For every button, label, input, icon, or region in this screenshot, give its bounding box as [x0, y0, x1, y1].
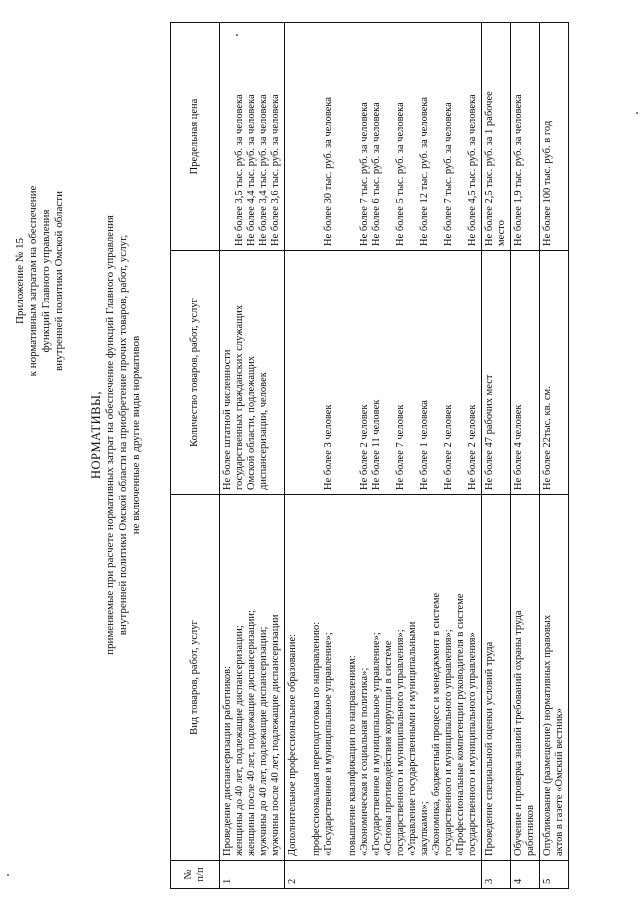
- kind-line: «Государственное и муниципальное управление»;: [323, 632, 334, 856]
- heading-line: применяемые при расчете нормативных затрат на обеспечение функций Главного управления: [104, 215, 116, 655]
- price-line: Не более 3,5 тыс. руб. за человека: [234, 94, 245, 246]
- header-price: Предельная цена: [171, 23, 220, 251]
- price-cell: [540, 23, 569, 251]
- kind-line: государственного и муниципального управления»: [467, 632, 478, 856]
- qty-cell: [511, 251, 540, 495]
- row-number: 2: [285, 861, 482, 889]
- price-line: Не более 12 тыс. руб. за человека: [419, 96, 430, 246]
- kind-line: «Профессиональные компетенции руководителя в системе: [455, 593, 466, 856]
- qty-line: Не более 47 рабочих мест: [484, 374, 495, 490]
- header-qty: Количество товаров, работ, услуг: [171, 251, 220, 495]
- price-line: Не более 7 тыс. руб. за человека: [359, 102, 370, 246]
- qty-cell: [285, 251, 482, 495]
- qty-line: государственных гражданских служащих: [234, 304, 245, 490]
- price-line: Не более 30 тыс. руб. за человека: [323, 96, 334, 246]
- appendix-line: к нормативным затратам на обеспечение: [27, 185, 39, 377]
- price-line: место: [496, 220, 507, 246]
- table-row: [511, 23, 540, 889]
- price-line: Не более 3,6 тыс. руб. за человека: [270, 94, 281, 246]
- qty-line: Не более 22тыс. кв. см.: [542, 386, 553, 490]
- price-line: Не более 1,9 тыс. руб. за человека: [513, 94, 524, 246]
- kind-cell: [285, 495, 482, 861]
- scan-speck: [636, 112, 638, 114]
- kind-line: женщины до 40 лет, подлежащие диспансеризации;: [234, 625, 245, 856]
- row-number: 3: [482, 861, 511, 889]
- price-line: Не более 7 тыс. руб. за человека: [443, 102, 454, 246]
- kind-line: «Государственное и муниципальное управление»;: [371, 632, 382, 856]
- price-line: Не более 4,4 тыс. руб. за человека: [246, 94, 257, 246]
- qty-line: Не более 3 человек: [323, 404, 334, 490]
- kind-line: государственного и муниципального управления»;: [395, 629, 406, 856]
- qty-line: Не более 11 человек: [371, 399, 382, 490]
- kind-line: мужчины после 40 лет, подлежащие диспансеризации: [270, 614, 281, 856]
- kind-line: работников: [525, 805, 536, 856]
- kind-line: государственного и муниципального управления»;: [443, 629, 454, 856]
- kind-line: Опубликование (размещение) нормативных правовых: [542, 614, 553, 856]
- price-cell: [285, 23, 482, 251]
- scan-speck: [236, 34, 238, 36]
- heading-line: внутренней политики Омской области на приобретение прочих товаров, работ, услуг,: [117, 234, 129, 636]
- table-header-row: [171, 23, 220, 889]
- appendix-line: функций Главного управления: [40, 209, 52, 353]
- qty-cell: [220, 251, 285, 495]
- heading-line: не включенные в другие виды нормативов: [130, 335, 142, 535]
- qty-line: Не более 2 человек: [443, 404, 454, 490]
- table-row: [220, 23, 285, 889]
- price-cell: [482, 23, 511, 251]
- price-line: Не более 3,4 тыс. руб. за человека: [258, 94, 269, 246]
- appendix-line: Приложение № 15: [14, 237, 26, 325]
- price-cell: [511, 23, 540, 251]
- row-number: 4: [511, 861, 540, 889]
- kind-line: закупками»;: [419, 801, 430, 856]
- price-line: Не более 5 тыс. руб. за человека: [395, 102, 406, 246]
- header-kind: Вид товаров, работ, услуг: [171, 495, 220, 861]
- row-number: 1: [220, 861, 285, 889]
- kind-line: «Основы противодействия коррупции в системе: [383, 640, 394, 856]
- scan-speck: [7, 874, 9, 876]
- table-row: [482, 23, 511, 889]
- price-line: Не более 2,5 тыс. руб. за 1 рабочее: [484, 91, 495, 246]
- qty-line: Омской области, подлежащих: [246, 356, 257, 490]
- kind-cell: [482, 495, 511, 861]
- qty-line: Не более штатной численности: [222, 349, 233, 490]
- norms-table: [170, 22, 569, 889]
- qty-line: Не более 2 человек: [467, 404, 478, 490]
- kind-line: Проведение специальной оценки условий труда: [484, 641, 495, 856]
- kind-line: «Экономическая и социальная политика»;: [359, 667, 370, 856]
- kind-line: повышение квалификации по направлениям:: [347, 655, 358, 856]
- kind-line: женщины после 40 лет, подлежащие диспансеризации;: [246, 610, 257, 856]
- price-cell: [220, 23, 285, 251]
- kind-line: мужчины до 40 лет, подлежащие диспансеризации;: [258, 626, 269, 856]
- price-line: Не более 6 тыс. руб. за человека: [371, 102, 382, 246]
- header-num: № п/п: [171, 861, 220, 889]
- price-line: Не более 4,5 тыс. руб. за человека: [467, 94, 478, 246]
- kind-line: Проведение диспансеризации работников:: [222, 665, 233, 856]
- price-line: Не более 100 тыс. руб. в год: [542, 120, 553, 246]
- appendix-header: [14, 116, 66, 446]
- kind-line: «Управление государственными и муниципальными: [407, 621, 418, 856]
- kind-line: Обучение и проверка знаний требований охраны труда: [513, 610, 524, 856]
- table-row: [540, 23, 569, 889]
- qty-line: Не более 7 человек: [395, 404, 406, 490]
- row-number: 5: [540, 861, 569, 889]
- document-title: НОРМАТИВЫ,: [89, 390, 103, 480]
- qty-line: Не более 2 человек: [359, 404, 370, 490]
- qty-line: Не более 4 человек: [513, 404, 524, 490]
- appendix-line: внутренней политики Омской области: [53, 191, 65, 371]
- qty-cell: [482, 251, 511, 495]
- kind-line: профессиональная переподготовка по направлению:: [311, 621, 322, 856]
- kind-cell: [540, 495, 569, 861]
- qty-line: Не более 1 человека: [419, 400, 430, 490]
- document-heading: [90, 55, 143, 815]
- kind-cell: [220, 495, 285, 861]
- kind-cell: [511, 495, 540, 861]
- table-row: [285, 23, 482, 889]
- kind-line: Дополнительное профессиональное образование:: [287, 633, 298, 856]
- kind-line: актов в газете «Омский вестник»: [554, 708, 565, 856]
- kind-line: «Экономика, бюджетный процесс и менеджмент в системе: [431, 592, 442, 856]
- qty-cell: [540, 251, 569, 495]
- qty-line: диспансеризации, человек: [258, 372, 269, 490]
